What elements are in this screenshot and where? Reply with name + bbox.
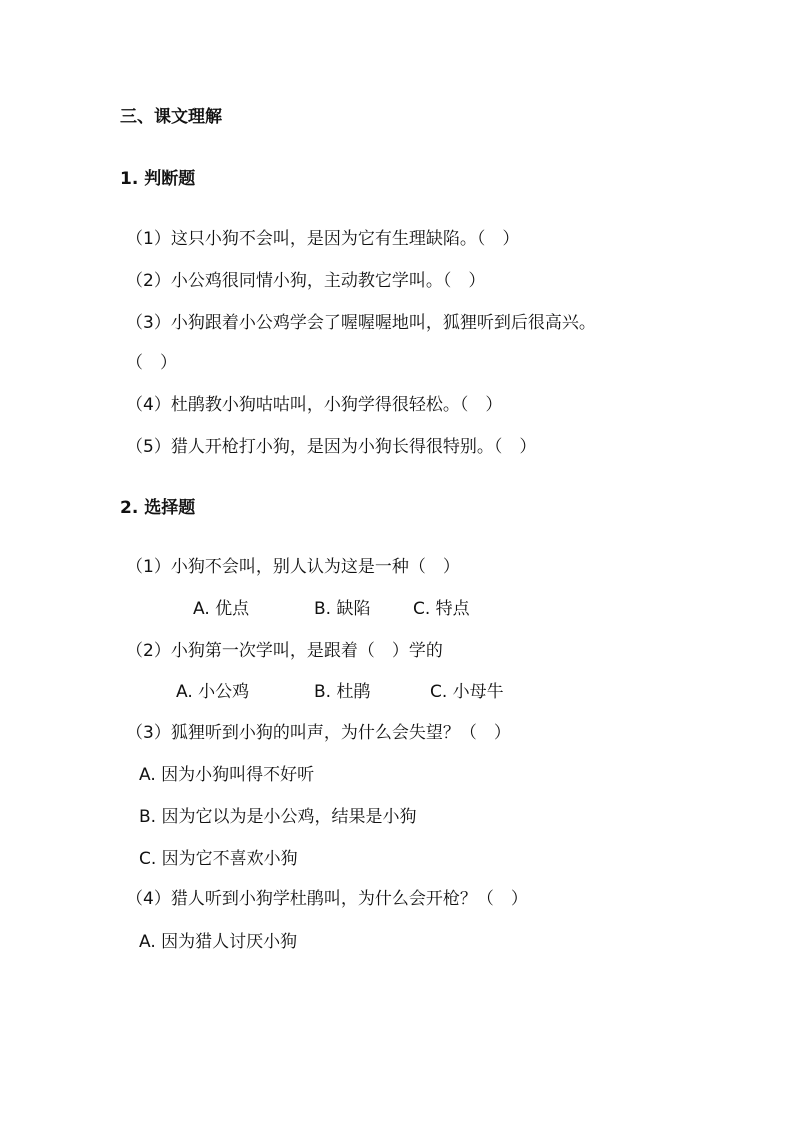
choice-q2-stem: （2）小狗第一次学叫，是跟着（ ）学的 xyxy=(126,641,443,661)
choice-q3-option-b: B. 因为它以为是小公鸡，结果是小狗 xyxy=(139,807,417,827)
choice-q2-option-a: A. 小公鸡 xyxy=(176,682,250,702)
choice-q2-option-b: B. 杜鹃 xyxy=(314,682,371,702)
choice-q4-option-a: A. 因为猎人讨厌小狗 xyxy=(139,932,298,952)
judgment-item-3-blank: （ ） xyxy=(126,353,177,373)
judgment-title: 1. 判断题 xyxy=(120,169,196,189)
choice-q1-option-b: B. 缺陷 xyxy=(314,599,371,619)
judgment-item-2: （2）小公鸡很同情小狗，主动教它学叫。（ ） xyxy=(126,271,486,291)
judgment-item-1: （1）这只小狗不会叫，是因为它有生理缺陷。（ ） xyxy=(126,229,520,249)
section-title: 三、课文理解 xyxy=(120,107,222,127)
judgment-item-3: （3）小狗跟着小公鸡学会了喔喔喔地叫，狐狸听到后很高兴。 xyxy=(126,313,596,333)
choice-title: 2. 选择题 xyxy=(120,498,196,518)
choice-q1-stem: （1）小狗不会叫，别人认为这是一种（ ） xyxy=(126,557,460,577)
judgment-item-4: （4）杜鹃教小狗咕咕叫，小狗学得很轻松。（ ） xyxy=(126,395,503,415)
choice-q4-stem: （4）猎人听到小狗学杜鹃叫，为什么会开枪？（ ） xyxy=(126,889,528,909)
choice-q3-stem: （3）狐狸听到小狗的叫声，为什么会失望？（ ） xyxy=(126,723,511,743)
judgment-item-5: （5）猎人开枪打小狗，是因为小狗长得很特别。（ ） xyxy=(126,437,537,457)
choice-q1-option-a: A. 优点 xyxy=(193,599,250,619)
choice-q2-option-c: C. 小母牛 xyxy=(430,682,504,702)
choice-q3-option-a: A. 因为小狗叫得不好听 xyxy=(139,765,315,785)
choice-q3-option-c: C. 因为它不喜欢小狗 xyxy=(139,849,298,869)
choice-q1-option-c: C. 特点 xyxy=(413,599,470,619)
